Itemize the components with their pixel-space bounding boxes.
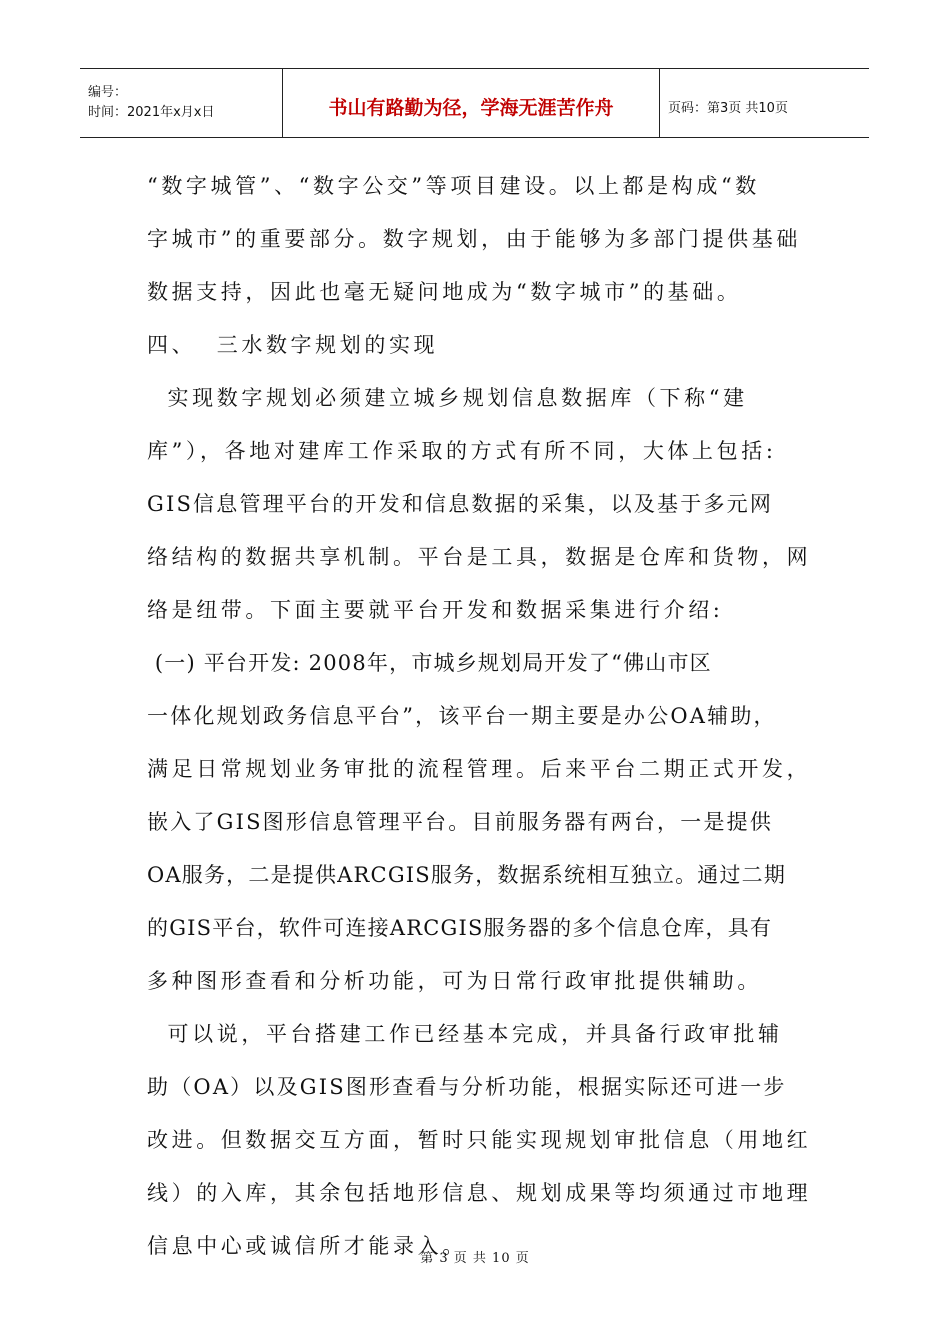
body-line: 多种图形查看和分析功能，可为日常行政审批提供辅助。 [147,969,762,993]
document-time-label: 时间：2021年x月x日 [88,105,215,120]
footer-page-number: 第 3 页 共 10 页 [420,1251,530,1266]
body-line: “数字城管”、“数字公交”等项目建设。以上都是构成“数 [147,174,760,198]
motto-text: 书山有路勤为径，学海无涯苦作舟 [328,96,614,119]
header-motto [283,69,660,137]
body-line: 字城市”的重要部分。数字规划，由于能够为多部门提供基础 [147,227,801,251]
body-line: 嵌入了GIS图形信息管理平台。目前服务器有两台，一是提供 [147,810,774,834]
body-line: 满足日常规划业务审批的流程管理。后来平台二期正式开发， [147,757,812,781]
page-footer [0,1247,950,1266]
document-body [147,160,817,1273]
header-page-label: 页码：第3页 共10页 [668,100,788,116]
body-line: 库”），各地对建库工作采取的方式有所不同，大体上包括: [147,439,777,463]
body-line: OA服务，二是提供ARCGIS服务，数据系统相互独立。通过二期 [147,863,787,887]
body-line: 线）的入库，其余包括地形信息、规划成果等均须通过市地理 [147,1181,812,1205]
body-line: GIS信息管理平台的开发和信息数据的采集，以及基于多元网 [147,492,774,516]
section-heading: 四、 三水数字规划的实现 [147,333,439,357]
body-line: 信息中心或诚信所才能录入。 [147,1234,467,1258]
body-line: 络结构的数据共享机制。平台是工具，数据是仓库和货物，网 [147,545,812,569]
header-meta [80,69,283,137]
body-line: 数据支持，因此也毫无疑问地成为“数字城市”的基础。 [147,280,742,304]
page-header [80,68,869,138]
header-page-info [660,69,869,137]
body-line: 实现数字规划必须建立城乡规划信息数据库（下称“建 [147,386,748,410]
body-line: 一体化规划政务信息平台”，该平台一期主要是办公OA辅助， [147,704,777,728]
body-line: 络是纽带。下面主要就平台开发和数据采集进行介绍: [147,598,724,622]
body-line: 的GIS平台，软件可连接ARCGIS服务器的多个信息仓库，具有 [147,916,773,940]
body-line: 可以说，平台搭建工作已经基本完成，并具备行政审批辅 [147,1022,783,1046]
subsection-line: (一) 平台开发: 2008年，市城乡规划局开发了“佛山市区 [147,651,712,675]
body-line: 助（OA）以及GIS图形查看与分析功能，根据实际还可进一步 [147,1075,787,1099]
body-line: 改进。但数据交互方面，暂时只能实现规划审批信息（用地红 [147,1128,812,1152]
document-number-label: 编号： [88,85,128,100]
